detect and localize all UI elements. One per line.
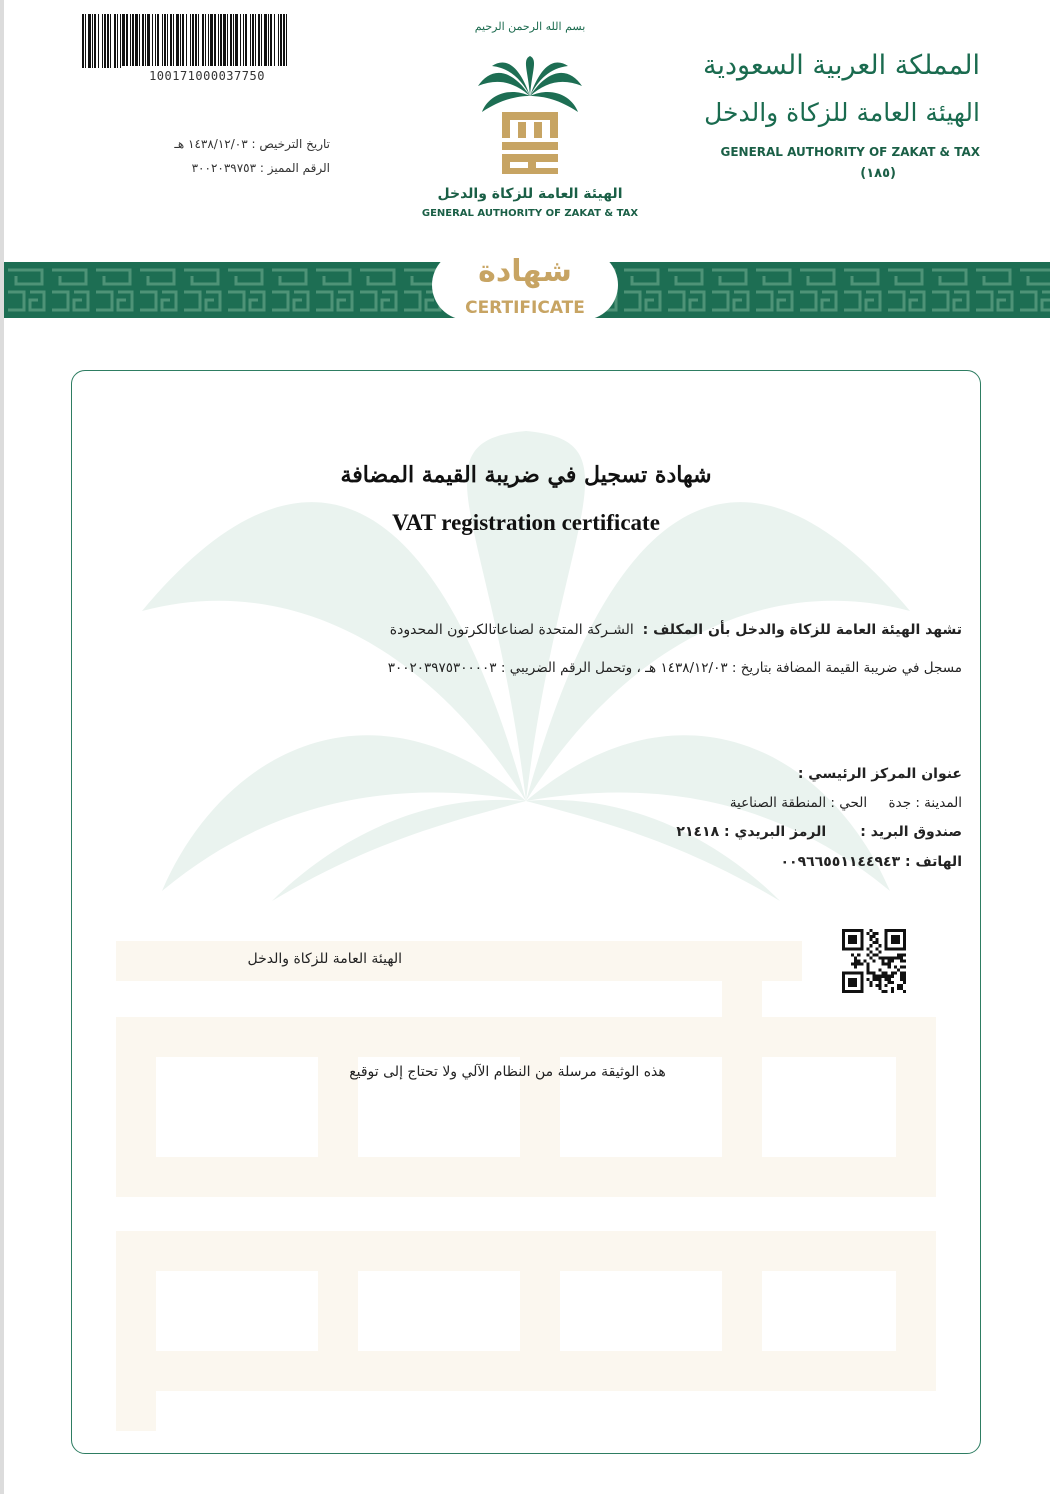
automated-document-note: هذه الوثيقة مرسلة من النظام الآلي ولا تحتاج إلى توقيع — [349, 1064, 666, 1080]
certify-statement — [390, 622, 962, 638]
authority-name-ar: الهيئة العامة للزكاة والدخل — [437, 186, 623, 202]
basmala: بسم الله الرحمن الرحيم — [474, 20, 586, 33]
registration-statement: مسجل في ضريبة القيمة المضافة بتاريخ : ١٤٣٨/١٢/٠٣ هـ ، وتحمل الرقم الضريبي : ٣٠٠٢٠٣٩٧٥٣٠٠٠٠٣ — [387, 660, 962, 676]
barcode — [82, 14, 290, 74]
authority-title-en: GENERAL AUTHORITY OF ZAKAT & TAX — [720, 145, 980, 159]
license-number: الرقم المميز : ٣٠٠٢٠٣٩٧٥٣ — [191, 161, 330, 175]
po-box-postal-code: صندوق البريد : الرمز البريدي : ٢١٤١٨ — [676, 824, 962, 840]
certify-label: تشهد الهيئة العامة للزكاة والدخل بأن المكلف : — [642, 622, 962, 638]
certificate-label-en: CERTIFICATE — [465, 298, 585, 318]
authority-name-en: GENERAL AUTHORITY OF ZAKAT & TAX — [421, 208, 639, 219]
city-district: المدينة : جدة الحي : المنطقة الصناعية — [729, 795, 962, 811]
address-heading: عنوان المركز الرئيسي : — [797, 766, 962, 782]
phone-number: الهاتف : ٠٠٩٦٦٥٥١١٤٤٩٤٣ — [780, 854, 962, 870]
zakat-logo-icon — [470, 56, 590, 176]
page-edge — [0, 0, 4, 1494]
kingdom-name-ar: المملكة العربية السعودية — [702, 50, 980, 81]
company-name: الشـركة المتحدة لصناعاتالكرتون المحدودة — [389, 622, 634, 638]
certificate-label-ar: شهادة — [478, 254, 572, 289]
authority-calligraphy-ar: الهيئة العامة للزكاة والدخل — [704, 98, 980, 127]
qr-code — [842, 929, 906, 993]
branch-code: (١٨٥) — [860, 166, 896, 181]
certificate-title-en: VAT registration certificate — [392, 510, 660, 535]
authority-signature: الهيئة العامة للزكاة والدخل — [247, 951, 402, 967]
certificate-title-ar: شهادة تسجيل في ضريبة القيمة المضافة — [340, 462, 712, 488]
barcode-number: 100171000037750 — [149, 69, 265, 83]
license-date: تاريخ الترخيص : ١٤٣٨/١٢/٠٣ هـ — [174, 137, 330, 151]
